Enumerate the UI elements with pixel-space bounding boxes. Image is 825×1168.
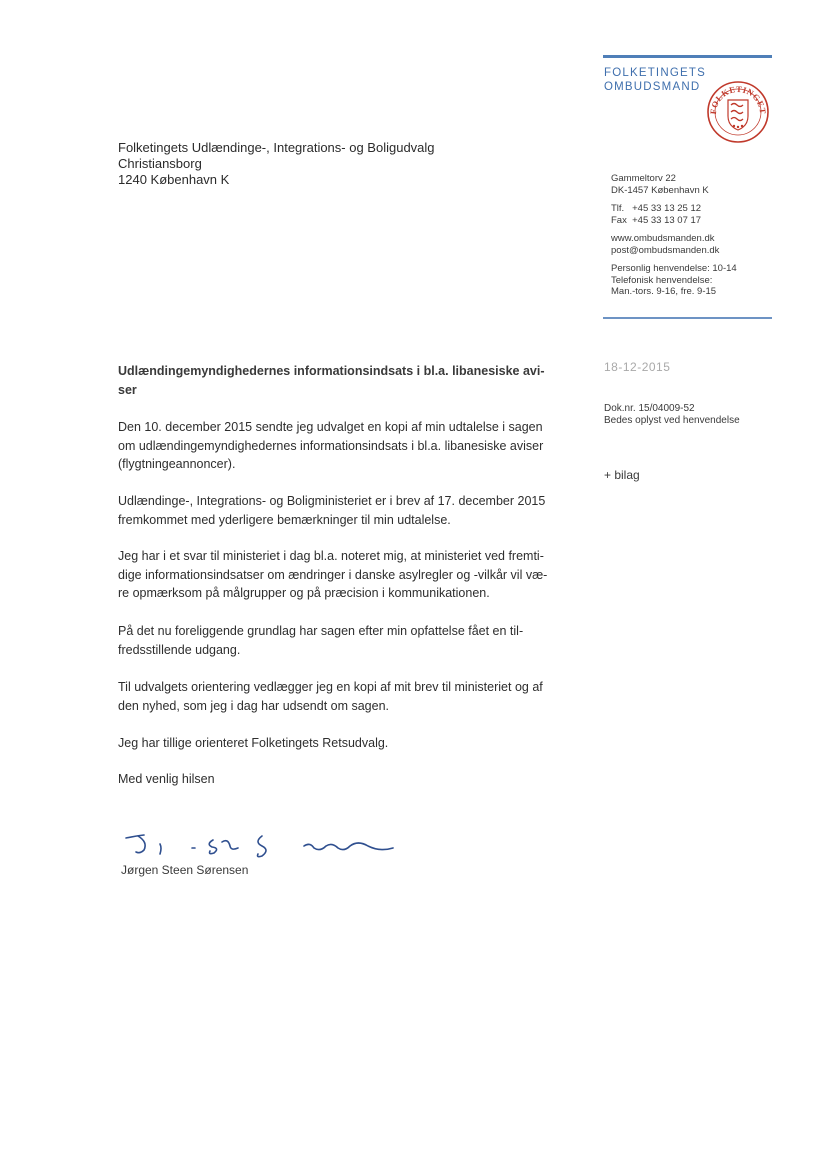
contact-rule (603, 317, 772, 319)
recipient-line-2: Christiansborg (118, 156, 202, 171)
brand-line-1: FOLKETINGETS (604, 67, 706, 79)
contact-address-1: Gammeltorv 22 (611, 173, 676, 184)
paragraph-1 (118, 418, 578, 474)
paragraph-6 (118, 734, 578, 753)
paragraph-line: dige informationsindsatser om ændringer i danske asylregler og -vilkår vil væ- (118, 567, 548, 582)
contact-hours-3: Man.-tors. 9-16, fre. 9-15 (611, 286, 717, 297)
contact-phone: Tlf. +45 33 13 25 12 (611, 203, 702, 214)
paragraph-2 (118, 492, 578, 529)
paragraph-line: På det nu foreliggende grundlag har sagen efter min opfattelse fået en til- (118, 624, 524, 638)
contact-fax: Fax +45 33 13 07 17 (611, 214, 702, 226)
closing (118, 770, 578, 789)
paragraph-line: om udlændingemyndighedernes informationsindsats i bl.a. libanesiske aviser (118, 438, 544, 453)
brand-line-2: OMBUDSMAND (604, 81, 701, 93)
paragraph-line: fremkommet med yderligere bemærkninger til min udtalelse. (118, 512, 451, 527)
subject-line-2: ser (118, 383, 137, 397)
paragraph-line: Udlændinge-, Integrations- og Boligministeriet er i brev af 17. december 2015 (118, 494, 546, 508)
recipient-line-1: Folketingets Udlændinge-, Integrations- og Boligudvalg (118, 140, 435, 155)
attachment-note: + bilag (604, 468, 640, 482)
contact-address-2: DK-1457 København K (611, 184, 709, 196)
paragraph-line: Til udvalgets orientering vedlægger jeg en kopi af mit brev til ministeriet og af (118, 680, 543, 694)
brand-name (604, 66, 706, 94)
paragraph-line: fredsstillende udgang. (118, 642, 241, 657)
doc-note: Bedes oplyst ved henvendelse (604, 415, 740, 426)
handwritten-signature (118, 826, 403, 866)
subject-line-1: Udlændingemyndighedernes informationsindsats i bl.a. libanesiske avi- (118, 364, 545, 378)
contact-hours-2: Telefonisk henvendelse: (611, 274, 713, 286)
closing-text: Med venlig hilsen (118, 772, 215, 786)
contact-block (611, 173, 737, 305)
paragraph-3 (118, 547, 578, 603)
svg-text:FOLKETINGET: FOLKETINGET (707, 83, 769, 115)
paragraph-line: re opmærksom på målgrupper og på præcision i kommunikationen. (118, 586, 490, 600)
signer-name: Jørgen Steen Sørensen (121, 863, 249, 877)
paragraph-line: den nyhed, som jeg i dag har udsendt om sagen. (118, 698, 390, 713)
recipient-address (118, 140, 435, 188)
paragraph-line: (flygtningeannoncer). (118, 457, 236, 471)
folketinget-seal-logo (706, 80, 770, 144)
letter-subject (118, 362, 573, 400)
contact-web[interactable]: www.ombudsmanden.dk (611, 233, 715, 244)
paragraph-4 (118, 622, 578, 659)
doc-number: Dok.nr. 15/04009-52 (604, 403, 695, 414)
contact-hours-1: Personlig henvendelse: 10-14 (611, 263, 737, 274)
doc-reference (604, 403, 740, 427)
paragraph-line: Den 10. december 2015 sendte jeg udvalget en kopi af min udtalelse i sagen (118, 420, 543, 434)
paragraph-5 (118, 678, 578, 715)
letter-date: 18-12-2015 (604, 360, 671, 374)
paragraph-line: Jeg har tillige orienteret Folketingets Retsudvalg. (118, 736, 389, 750)
recipient-line-3: 1240 København K (118, 172, 230, 187)
paragraph-line: Jeg har i et svar til ministeriet i dag bl.a. noteret mig, at ministeriet ved fremti- (118, 549, 544, 563)
header-rule (603, 55, 772, 58)
contact-email[interactable]: post@ombudsmanden.dk (611, 244, 720, 256)
